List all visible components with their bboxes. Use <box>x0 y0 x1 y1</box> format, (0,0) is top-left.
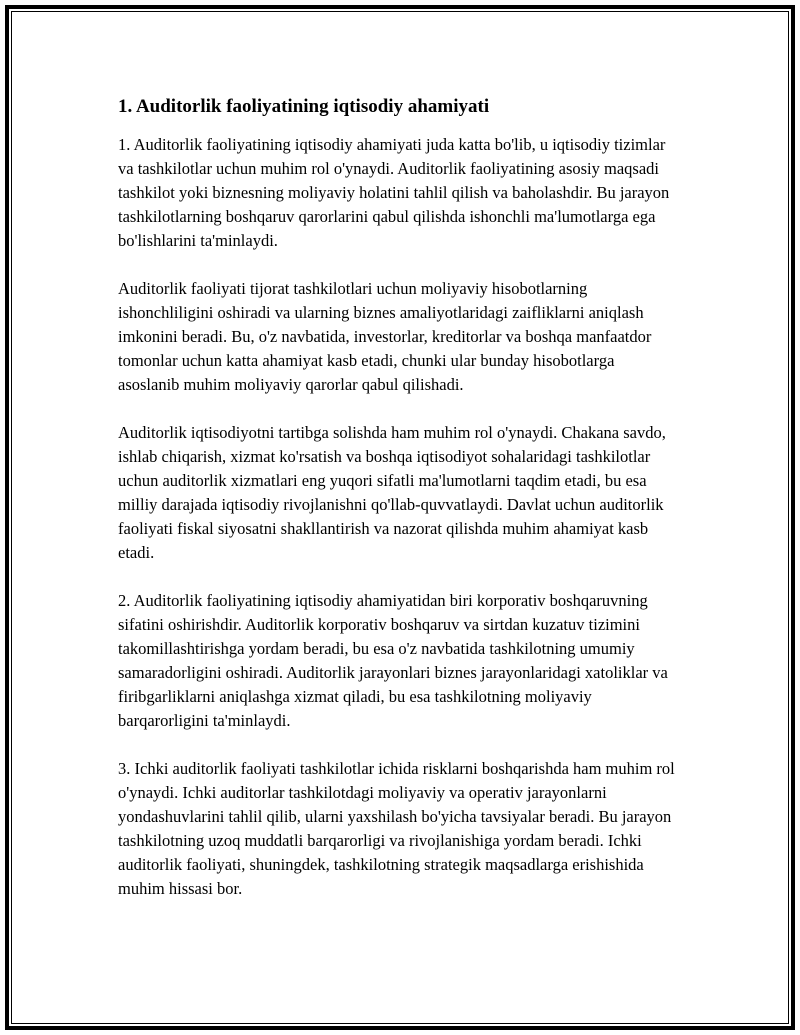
paragraph-5: 3. Ichki auditorlik faoliyati tashkilotlar ichida risklarni boshqarishda ham muhim rol o'ynaydi. Ichki auditorlar tashkilotdagi moliyaviy va operativ jarayonlarni yondashuvlarini tahlil qilib, ularni yaxshilash bo'yicha tavsiyalar beradi. Bu jarayon tashkilotning uzoq muddatli barqarorligi va rivojlanishiga yordam beradi. Ichki auditorlik faoliyati, shuningdek, tashkilotning strategik maqsadlarga erishishida muhim hissasi bor. <box>118 759 675 898</box>
paragraph-4: 2. Auditorlik faoliyatining iqtisodiy ahamiyatidan biri korporativ boshqaruvning sifatini oshirishdir. Auditorlik korporativ boshqaruv va sirtdan kuzatuv tizimini takomillashtirishga yordam beradi, bu esa o'z navbatida tashkilotning umumiy samaradorligini oshiradi. Auditorlik jarayonlari biznes jarayonlaridagi xatoliklar va firibgarliklarni aniqlashga xizmat qiladi, bu esa tashkilotning moliyaviy barqarorligini ta'minlaydi. <box>118 591 668 730</box>
paragraph-3: Auditorlik iqtisodiyotni tartibga solishda ham muhim rol o'ynaydi. Chakana savdo, ishlab chiqarish, xizmat ko'rsatish va boshqa iqtisodiyot sohalaridagi tashkilotlar uchun auditorlik xizmatlari eng yuqori sifatli ma'lumotlarni taqdim etadi, bu esa milliy darajada iqtisodiy rivojlanishni qo'llab-quvvatlaydi. Davlat uchun auditorlik faoliyati fiskal siyosatni shakllantirish va nazorat qilishda muhim ahamiyat kasb etadi. <box>118 423 666 562</box>
paragraph-2: Auditorlik faoliyati tijorat tashkilotlari uchun moliyaviy hisobotlarning ishonchliligini oshiradi va ularning biznes amaliyotlaridagi zaifliklarni aniqlash imkonini beradi. Bu, o'z navbatida, investorlar, kreditorlar va boshqa manfaatdor tomonlar uchun katta ahamiyat kasb etadi, chunki ular bunday hisobotlarga asoslanib muhim moliyaviy qarorlar qabul qilishadi. <box>118 279 652 394</box>
document-body <box>118 93 678 925</box>
paragraph-1: 1. Auditorlik faoliyatining iqtisodiy ahamiyati juda katta bo'lib, u iqtisodiy tizimlar va tashkilotlar uchun muhim rol o'ynaydi. Auditorlik faoliyatining asosiy maqsadi tashkilot yoki biznesning moliyaviy holatini tahlil qilish va baholashdir. Bu jarayon tashkilotlarning boshqaruv qarorlarini qabul qilishda ishonchli ma'lumotlarga ega bo'lishlarini ta'minlaydi. <box>118 135 670 250</box>
document-title: 1. Auditorlik faoliyatining iqtisodiy ahamiyati <box>118 96 490 117</box>
